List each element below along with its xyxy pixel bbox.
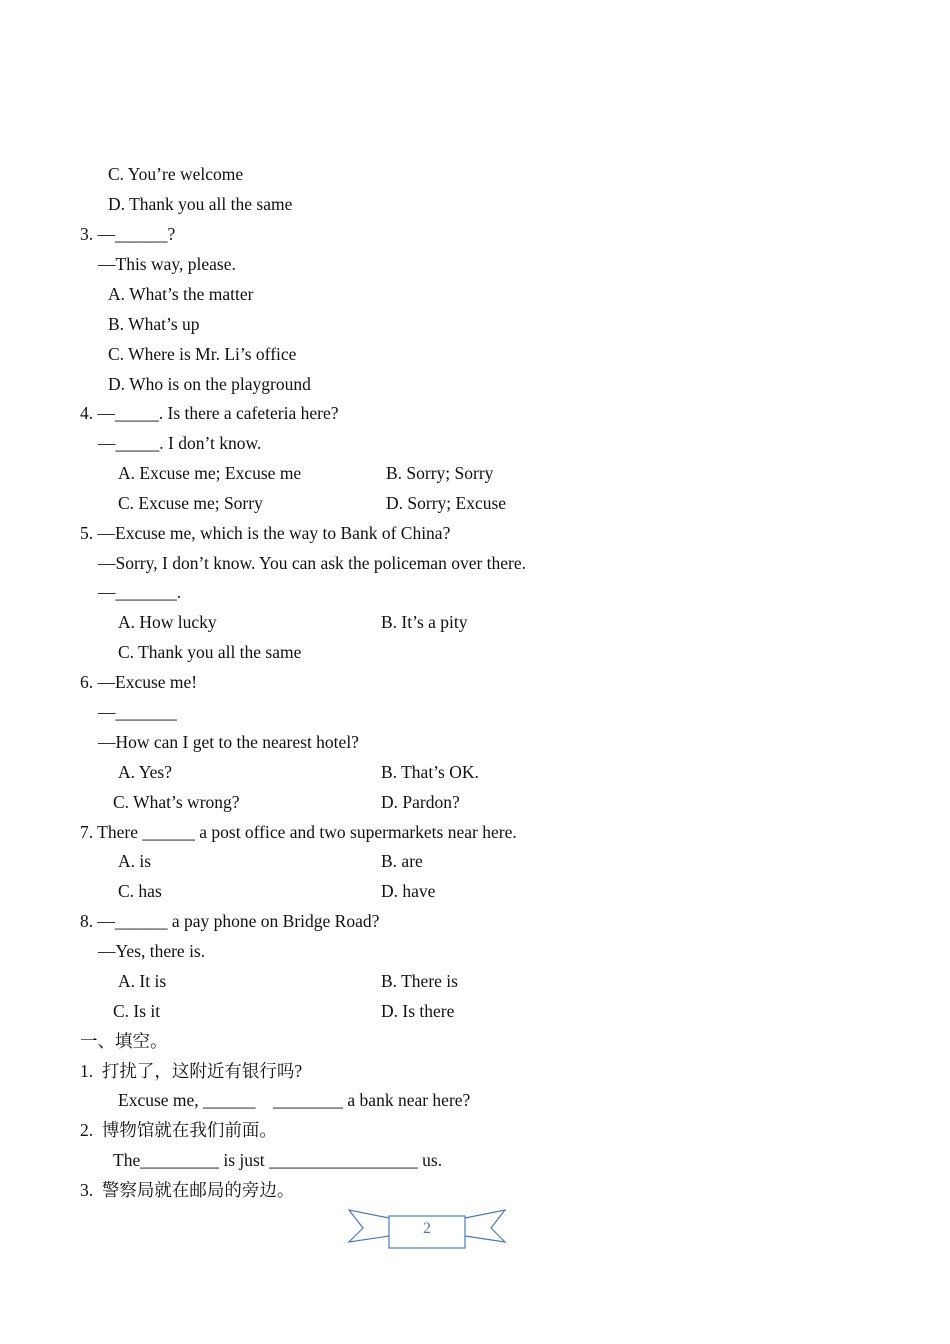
q4-option-b: B. Sorry; Sorry [386, 463, 494, 483]
page-number-ribbon [347, 1208, 507, 1252]
q3-response: —This way, please. [98, 254, 236, 274]
section-heading: 一、填空。 [80, 1031, 168, 1051]
q6-option-d: D. Pardon? [381, 792, 460, 812]
q4-option-c: C. Excuse me; Sorry [118, 493, 263, 513]
q5-option-a: A. How lucky [118, 612, 217, 632]
q7-option-b: B. are [381, 851, 423, 871]
q8-option-d: D. Is there [381, 1001, 455, 1021]
q4-option-d: D. Sorry; Excuse [386, 493, 507, 513]
q5-option-b: B. It’s a pity [381, 612, 468, 632]
q3-option-d: D. Who is on the playground [108, 374, 311, 394]
q3-option-a: A. What’s the matter [108, 284, 254, 304]
q8-option-a: A. It is [118, 971, 167, 991]
q4-option-a: A. Excuse me; Excuse me [118, 463, 302, 483]
q3-question: 3. —______? [80, 224, 176, 244]
fill-2-sentence: The_________ is just _________________ us. [113, 1150, 443, 1170]
q6-question: 6. —Excuse me! [80, 672, 198, 692]
q8-question: 8. —______ a pay phone on Bridge Road? [80, 911, 380, 931]
q6-response-2: —How can I get to the nearest hotel? [98, 732, 359, 752]
q3-option-c: C. Where is Mr. Li’s office [108, 344, 297, 364]
q2-option-d: D. Thank you all the same [108, 194, 293, 214]
fill-3-prompt: 3. 警察局就在邮局的旁边。 [80, 1180, 295, 1200]
q8-option-b: B. There is [381, 971, 458, 991]
q6-response-1: —_______ [98, 702, 177, 722]
fill-1-prompt: 1. 打扰了，这附近有银行吗? [80, 1061, 303, 1081]
q5-response-1: —Sorry, I don’t know. You can ask the policeman over there. [98, 553, 527, 573]
fill-1-sentence: Excuse me, ______ ________ a bank near here? [118, 1090, 471, 1110]
fill-2-prompt: 2. 博物馆就在我们前面。 [80, 1120, 277, 1140]
q6-option-a: A. Yes? [118, 762, 172, 782]
q4-question: 4. —_____. Is there a cafeteria here? [80, 403, 339, 423]
q7-question: 7. There ______ a post office and two supermarkets near here. [80, 822, 517, 842]
q7-option-a: A. is [118, 851, 152, 871]
q5-question: 5. —Excuse me, which is the way to Bank of China? [80, 523, 451, 543]
q2-option-c: C. You’re welcome [108, 164, 244, 184]
q8-option-c: C. Is it [113, 1001, 161, 1021]
q5-response-2: —_______. [98, 582, 182, 602]
page-number: 2 [423, 1220, 431, 1237]
q7-option-d: D. have [381, 881, 436, 901]
q6-option-b: B. That’s OK. [381, 762, 479, 782]
q7-option-c: C. has [118, 881, 162, 901]
q4-response: —_____. I don’t know. [98, 433, 262, 453]
q8-response: —Yes, there is. [98, 941, 206, 961]
q5-option-c: C. Thank you all the same [118, 642, 302, 662]
q3-option-b: B. What’s up [108, 314, 200, 334]
q6-option-c: C. What’s wrong? [113, 792, 240, 812]
